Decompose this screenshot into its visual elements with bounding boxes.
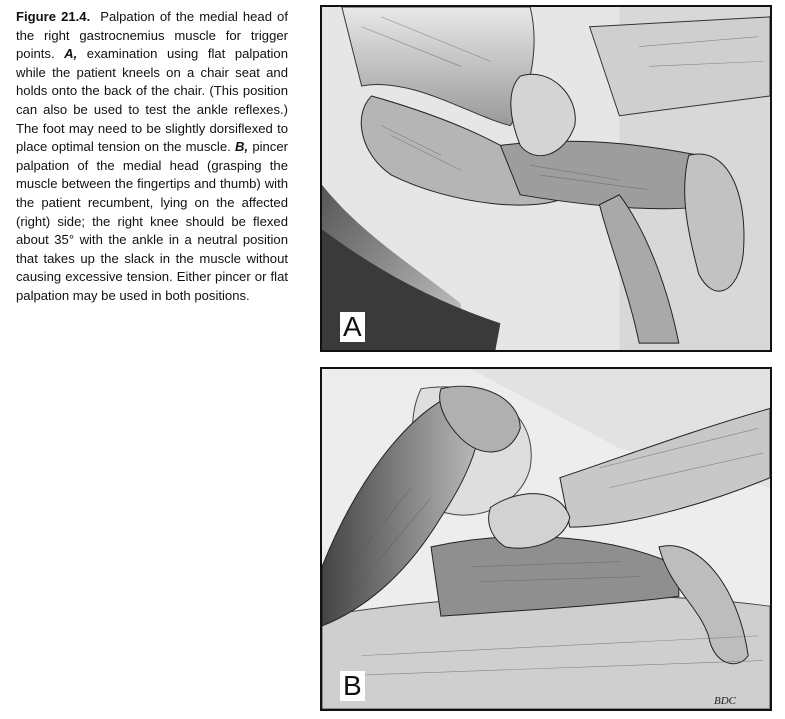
panel-b-letter: B <box>340 671 365 701</box>
caption-label-a: A, <box>64 46 78 62</box>
illustration-b-drawing <box>322 369 770 709</box>
caption-label-b: B, <box>235 139 249 155</box>
figure-caption <box>16 8 288 306</box>
illustration-panel-b <box>320 367 772 711</box>
caption-text-3: pincer palpation of the medial head (grasping the muscle between the fingertips and thumb) with the patient recumbent, lying on the affected (right) side; the right knee should be flexed about 35° with the ankle in a neutral position that takes up the slack in the muscle without causing excessive tension. Either pincer or flat palpation may be used in both positions. <box>16 139 288 303</box>
panel-a-letter: A <box>340 312 365 342</box>
caption-text-2: examination using flat palpation while the patient kneels on a chair seat and holds onto the back of the chair. (This position can also be used to test the ankle reflexes.) The foot may need to be slightly dorsiflexed to place optimal tension on the muscle. <box>16 46 288 155</box>
illustration-a-drawing <box>322 7 770 350</box>
illustration-panel-a <box>320 5 772 352</box>
caption-text-1: Palpation of the medial head of the right gastrocnemius muscle for trigger points. <box>16 9 288 62</box>
artist-signature: BDC <box>714 695 736 707</box>
figure-label: Figure 21.4. <box>16 9 91 24</box>
